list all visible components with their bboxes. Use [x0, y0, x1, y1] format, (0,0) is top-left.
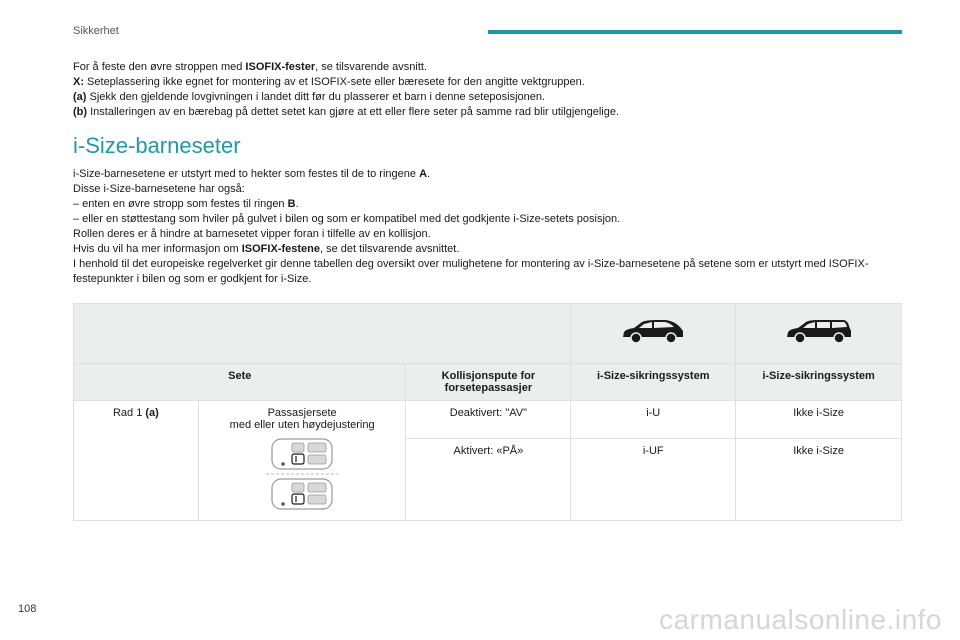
- col-header-sete: Sete: [74, 364, 406, 401]
- intro-line-x: X: Seteplassering ikke egnet for montering av et ISOFIX-sete eller bæresete for den angitte vektgruppen.: [73, 76, 585, 88]
- r2-sys2: Ikke i-Size: [736, 439, 902, 521]
- estate-car-icon: [736, 304, 902, 364]
- table-empty-header: [74, 304, 571, 364]
- hatchback-car-icon: [571, 304, 736, 364]
- page-header-title: Sikkerhet: [73, 25, 119, 37]
- page-number: 108: [18, 603, 37, 615]
- intro-block: [73, 60, 903, 120]
- section-p5: Rollen deres er å hindre at barnesetet vipper foran i tilfelle av en kollisjon.: [73, 228, 431, 240]
- seat-desc: med eller uten høydejustering: [229, 419, 375, 431]
- section-p1: i-Size-barnesetene er utstyrt med to hekter som festes til de to ringene A.: [73, 168, 431, 180]
- section-p7: I henhold til det europeiske regelverket gir denne tabellen deg oversikt over mulighetene for montering av i-Size-barnesetene på setene som er utstyrt med ISOFIX-festepunkter i bilen og som er godkjent for i-Size.: [73, 258, 869, 285]
- watermark: carmanualsonline.info: [659, 604, 942, 635]
- r1-sys2: Ikke i-Size: [736, 401, 902, 439]
- section-p2: Disse i-Size-barnesetene har også:: [73, 183, 245, 195]
- intro-line-b: (b) Installeringen av en bærebag på dettet setet kan gjøre at ett eller flere seter på samme rad blir utilgjengelige.: [73, 106, 620, 118]
- r1-airbag: Deaktivert: "AV": [406, 401, 571, 439]
- intro-line-a: (a) Sjekk den gjeldende lovgivningen i landet ditt før du plasserer et barn i denne seteposisjonen.: [73, 91, 546, 103]
- col-header-sys1: i-Size-sikringssystem: [571, 364, 736, 401]
- intro-line-1: For å feste den øvre stroppen med ISOFIX-fester, se tilsvarende avsnitt.: [73, 61, 427, 73]
- col-header-sys2: i-Size-sikringssystem: [736, 364, 902, 401]
- section-p4: – eller en støttestang som hviler på gulvet i bilen og som er kompatibel med det godkjente i-Size-setets posisjon.: [73, 213, 621, 225]
- seat-name: Passasjersete: [267, 407, 337, 419]
- section-title: i-Size-barneseter: [73, 133, 241, 158]
- main-content: [73, 60, 903, 287]
- section-body: [73, 167, 903, 287]
- table-car-row: [74, 304, 902, 364]
- table-row: [74, 401, 902, 439]
- r1-sys1: i-U: [571, 401, 736, 439]
- seat-cell: [198, 401, 406, 521]
- i-size-table: [73, 303, 902, 521]
- r2-sys1: i-UF: [571, 439, 736, 521]
- r2-airbag: Aktivert: «PÅ»: [406, 439, 571, 521]
- header-accent-bar: [488, 30, 902, 34]
- section-p3: – enten en øvre stropp som festes til ringen B.: [73, 198, 299, 210]
- car-seat-top-view-icon: [266, 437, 338, 511]
- row-label: Rad 1 (a): [74, 401, 199, 521]
- table-header-row: [74, 364, 902, 401]
- section-p6: Hvis du vil ha mer informasjon om ISOFIX-festene, se det tilsvarende avsnittet.: [73, 243, 460, 255]
- col-header-airbag: Kollisjonspute for forsetepassasjer: [406, 364, 571, 401]
